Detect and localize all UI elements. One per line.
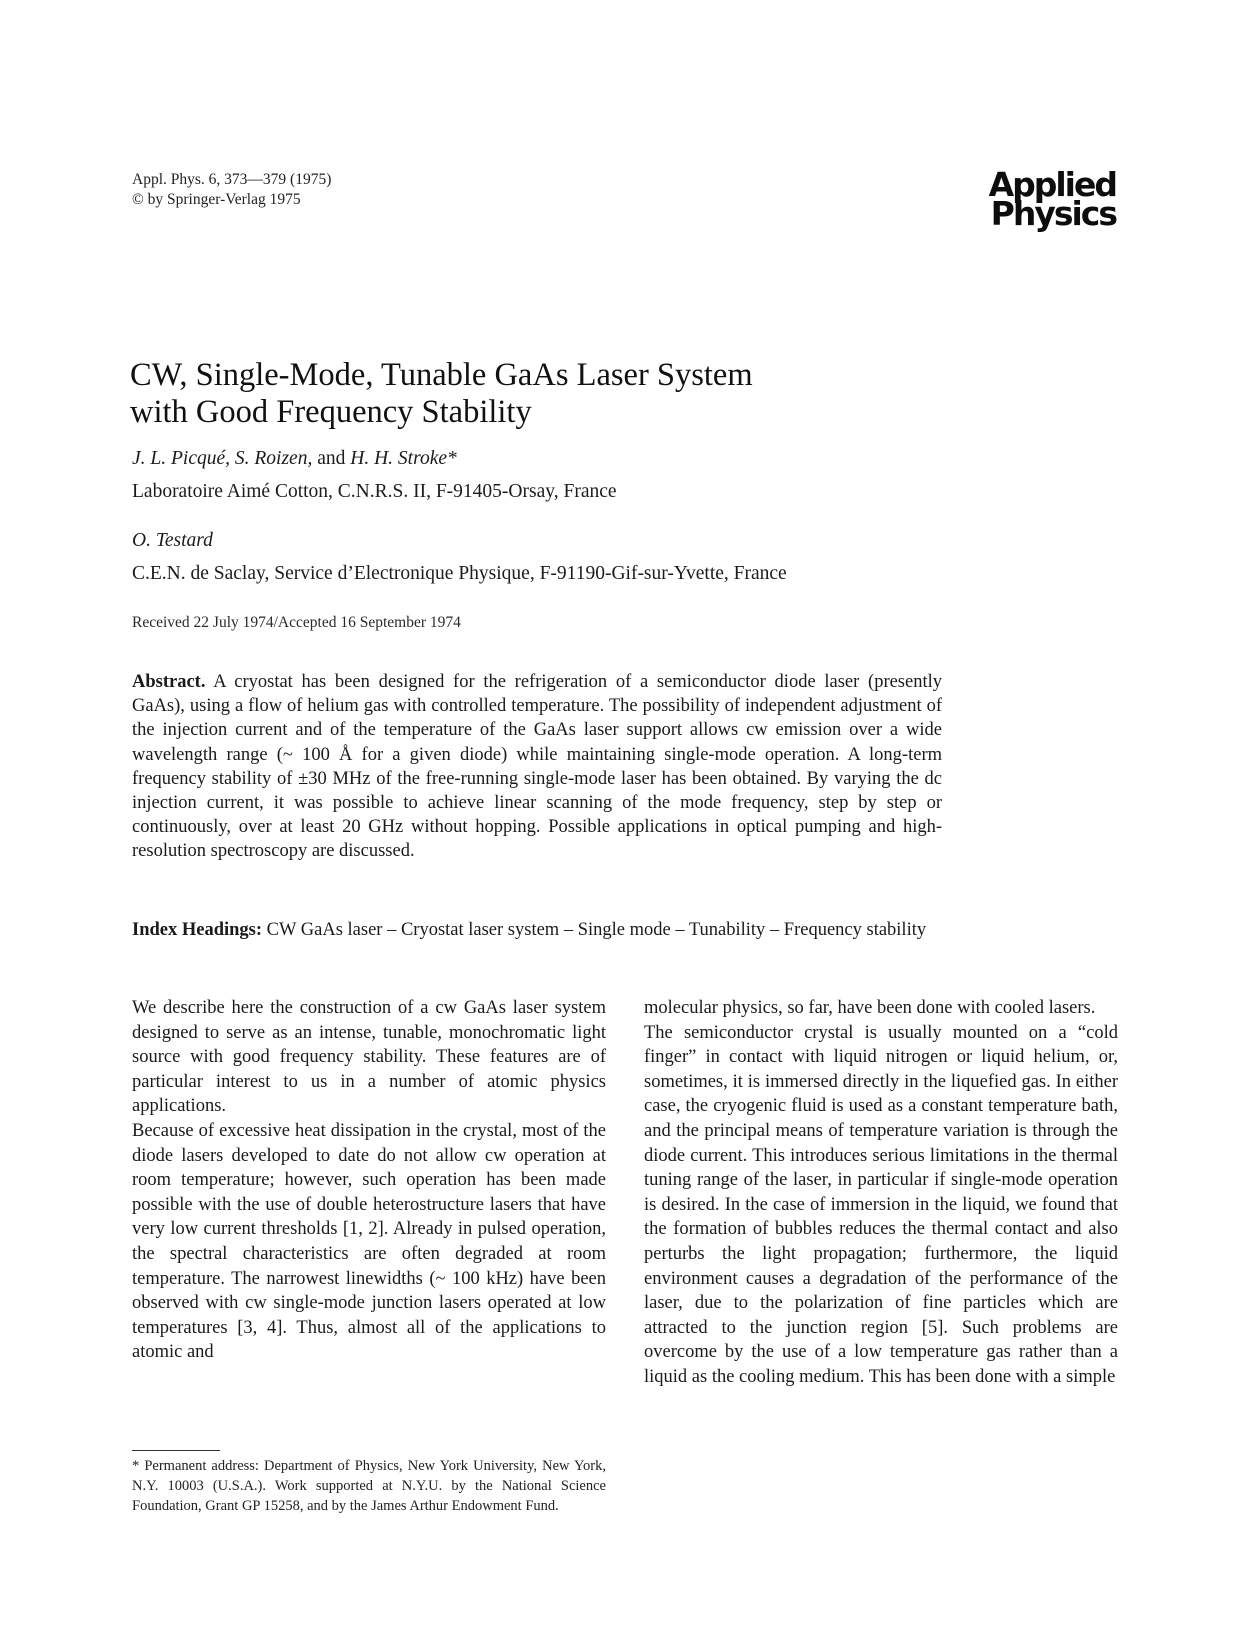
journal-logo bbox=[930, 165, 1116, 233]
body-column-left bbox=[132, 996, 606, 1365]
author-conjunction: and bbox=[312, 448, 351, 469]
logo-word-physics: Physics bbox=[990, 194, 1116, 233]
body-paragraph: The semiconductor crystal is usually mounted on a “cold finger” in contact with liquid nitrogen or liquid helium, or, sometimes, it is immersed directly in the liquefied gas. In either case, the cryogenic fluid is used as a constant temperature bath, and the principal means of temperature variation is through the diode current. This introduces serious limitations in the thermal tuning range of the laser, in particular if single-mode operation is desired. In the case of immersion in the liquid, we found that the formation of bubbles reduces the thermal contact and also perturbs the light propagation; furthermore, the liquid environment causes a degradation of the performance of the laser, due to the polarization of fine particles which are attracted to the junction region [5]. Such problems are overcome by the use of a low temperature gas rather than a liquid as the cooling medium. This has been done with a simple bbox=[644, 1022, 1118, 1387]
journal-citation bbox=[132, 170, 331, 210]
abstract-label: Abstract. bbox=[132, 672, 206, 692]
article-title bbox=[130, 357, 753, 431]
author-list bbox=[132, 448, 457, 470]
index-headings bbox=[132, 918, 942, 942]
abstract-text: A cryostat has been designed for the refrigeration of a semiconductor diode laser (presently GaAs), using a flow of helium gas with controlled temperature. The possibility of independent adjustment of the injection current and of the temperature of the GaAs laser support allows cw emission over a wide wavelength range (~ 100 Å for a given diode) while maintaining single-mode operation. A long-term frequency stability of ±30 MHz of the free-running single-mode laser has been obtained. By varying the dc injection current, it was possible to achieve linear scanning of the mode frequency, step by step or continuously, over at least 20 GHz without hopping. Possible applications in optical pumping and high-resolution spectroscopy are discussed. bbox=[132, 672, 942, 862]
title-line: CW, Single-Mode, Tunable GaAs Laser System bbox=[130, 357, 753, 393]
author-names: J. L. Picqué, S. Roizen, bbox=[132, 448, 313, 469]
received-dates: Received 22 July 1974/Accepted 16 September 1974 bbox=[132, 614, 461, 631]
citation-line: Appl. Phys. 6, 373—379 (1975) bbox=[132, 171, 332, 188]
footnote-divider bbox=[132, 1450, 220, 1451]
author-name: H. H. Stroke* bbox=[350, 448, 457, 469]
body-paragraph: Because of excessive heat dissipation in the crystal, most of the diode lasers developed to date do not allow cw operation at room temperature; however, such operation has been made possible with the use of double heterostructure lasers that have very low current thresholds [1, 2]. Already in pulsed operation, the spectral characteristics are often degraded at room temperature. The narrowest linewidths (~ 100 kHz) have been observed with cw single-mode junction lasers operated at low temperatures [3, 4]. Thus, almost all of the applications to atomic and bbox=[132, 1120, 606, 1363]
author-name: O. Testard bbox=[132, 530, 213, 551]
abstract bbox=[132, 670, 942, 864]
footnote: * Permanent address: Department of Physics, New York University, New York, N.Y. 10003 (U.S.A.). Work supported at N.Y.U. by the National Science Foundation, Grant GP 15258, and by the James Arthur Endowment Fund. bbox=[132, 1458, 606, 1514]
body-column-right bbox=[644, 996, 1118, 1390]
affiliation: C.E.N. de Saclay, Service d’Electronique Physique, F-91190-Gif-sur-Yvette, France bbox=[132, 563, 787, 584]
logo-word-applied: Applied bbox=[988, 165, 1116, 204]
title-line: with Good Frequency Stability bbox=[130, 394, 532, 430]
index-headings-label: Index Headings: bbox=[132, 920, 263, 940]
affiliation: Laboratoire Aimé Cotton, C.N.R.S. II, F-91405-Orsay, France bbox=[132, 481, 617, 502]
copyright-line: © by Springer-Verlag 1975 bbox=[132, 191, 301, 208]
body-paragraph: We describe here the construction of a cw GaAs laser system designed to serve as an intense, tunable, monochromatic light source with good frequency stability. These features are of particular interest to us in a number of atomic physics applications. bbox=[132, 998, 606, 1117]
body-paragraph: molecular physics, so far, have been done with cooled lasers. bbox=[644, 998, 1096, 1018]
index-headings-text: CW GaAs laser – Cryostat laser system – Single mode – Tunability – Frequency stability bbox=[266, 920, 927, 940]
